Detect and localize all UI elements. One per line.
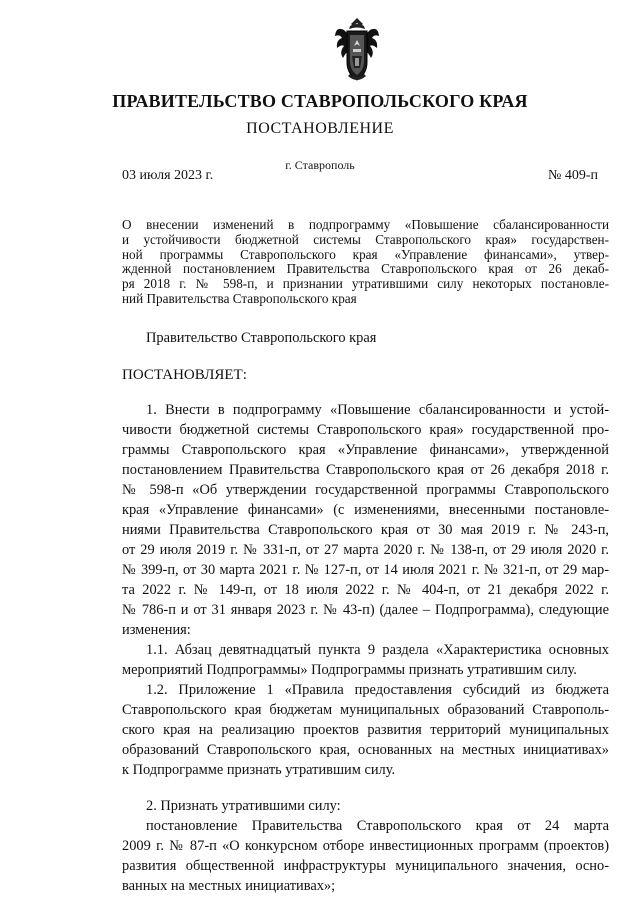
body-line: № 399-п, от 30 марта 2021 г. № 127-п, от 14 июля 2021 г. № 321-п, от 29 мар- (122, 562, 609, 578)
body-line: № 598-п «Об утверждении государственной программы Ставропольского (122, 482, 609, 498)
body-line: 1.2. Приложение 1 «Правила предоставления субсидий из бюджета (146, 682, 609, 698)
subject-line: ной программы Ставропольского края «Управление финансами», утвер- (122, 246, 609, 262)
body-line: № 786-п и от 31 января 2023 г. № 43-п) (далее – Подпрограмма), следующие (122, 602, 609, 618)
subject-line: жденной постановлением Правительства Ставропольского края от 26 декаб- (122, 261, 609, 277)
body-line: граммы Ставропольского края «Управление финансами», утвержденной (122, 442, 609, 458)
body-line: к Подпрограмме признать утратившим силу. (122, 762, 396, 778)
subject-line: и устойчивости бюджетной системы Ставропольского края» государствен- (122, 231, 609, 247)
body-line: образований Ставропольского края, основанных на местных инициативах» (122, 742, 609, 758)
document-number: № 409-п (547, 168, 598, 183)
body-line: ниями Правительства Ставропольского края от 30 мая 2019 г. № 243-п, (122, 522, 609, 538)
subject-line: ря 2018 г. № 598-п, и признании утратившими силу некоторых постановле- (122, 276, 609, 292)
issuer-line: Правительство Ставропольского края (146, 330, 377, 346)
body-line: 2. Признать утратившими силу: (146, 798, 341, 814)
city-label: г. Ставрополь (285, 158, 355, 172)
coat-of-arms-emblem (334, 16, 380, 84)
document-type: ПОСТАНОВЛЕНИЕ (246, 120, 394, 137)
document-date: 03 июля 2023 г. (122, 168, 214, 183)
body-line: края «Управление финансами» (с изменениями, внесенными постановле- (122, 502, 609, 518)
body-line: чивости бюджетной системы Ставропольского края» государственной про- (122, 422, 609, 438)
body-line: развития общественной инфраструктуры муниципального значения, осно- (122, 858, 609, 874)
body-line: ванных на местных инициативах»; (122, 878, 336, 894)
body-line: постановлением Правительства Ставропольского края от 26 декабря 2018 г. (122, 462, 609, 478)
resolves-line: ПОСТАНОВЛЯЕТ: (122, 367, 247, 383)
body-line: Ставропольского края бюджетам муниципальных образований Ставрополь- (122, 702, 609, 718)
body-line: ского края на реализацию проектов развития территорий муниципальных (122, 722, 609, 738)
body-line: 2009 г. № 87-п «О конкурсном отборе инвестиционных программ (проектов) (122, 838, 609, 854)
document-subject (122, 218, 609, 307)
organization-title: ПРАВИТЕЛЬСТВО СТАВРОПОЛЬСКОГО КРАЯ (112, 91, 528, 111)
body-line: от 29 июля 2019 г. № 331-п, от 27 марта 2020 г. № 138-п, от 29 июля 2020 г. (122, 542, 609, 558)
subject-line: О внесении изменений в подпрограмму «Повышение сбалансированности (122, 217, 609, 232)
body-line: та 2022 г. № 149-п, от 18 июля 2022 г. № 404-п, от 21 декабря 2022 г. (122, 582, 609, 598)
body-line: мероприятий Подпрограммы» Подпрограммы признать утратившим силу. (122, 662, 577, 678)
subject-line: ний Правительства Ставропольского края (122, 290, 357, 306)
body-line: 1.1. Абзац девятнадцатый пункта 9 раздела «Характеристика основных (146, 642, 609, 658)
body-line: изменения: (122, 622, 191, 638)
body-line: 1. Внести в подпрограмму «Повышение сбалансированности и устой- (146, 402, 609, 418)
body-line: постановление Правительства Ставропольского края от 24 марта (146, 818, 609, 834)
